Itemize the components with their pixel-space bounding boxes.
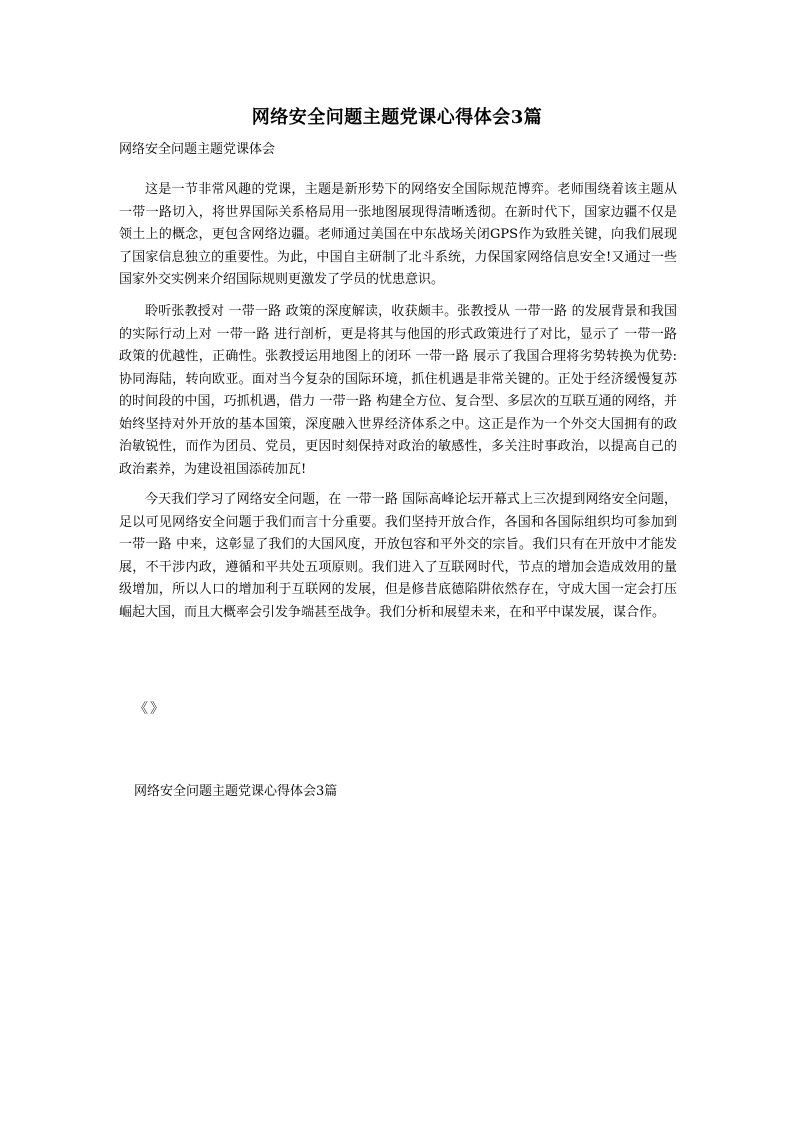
document-subtitle: 网络安全问题主题党课体会: [119, 142, 276, 157]
document-title: 网络安全问题主题党课心得体会3篇: [251, 107, 543, 128]
paragraph-1: 这是一节非常风趣的党课，主题是新形势下的网络安全国际规范博弈。老师围绕着该主题从一带一路切入，将世界国际关系格局用一张地图展现得清晰透彻。在新时代下，国家边疆不仅是领土上的概念，更包含网络边疆。老师通过美国在中东战场关闭GPS作为致胜关键，向我们展现了国家信息独立的重要性。为此，中国自主研制了北斗系统，力保国家网络信息安全!又通过一些国家外交实例来介绍国际规则更激发了学员的忧患意识。: [119, 182, 677, 287]
paragraph-3: 今天我们学习了网络安全问题，在 一带一路 国际高峰论坛开幕式上三次提到网络安全问题，足以可见网络安全问题于我们而言十分重要。我们坚持开放合作，各国和各国际组织均可参加到 一带一路 中来，这彰显了我们的大国风度，开放包容和平外交的宗旨。我们只有在开放中才能发展，不干涉内政，遵循和平共处五项原则。我们进入了互联网时代，节点的增加会造成效用的量级增加，所以人口的增加利于互联网的发展，但是修昔底德陷阱依然存在，守成大国一定会打压崛起大国，而且大概率会引发争端甚至战争。我们分析和展望未来，在和平中谋发展，谋合作。: [119, 492, 677, 620]
footer-title: 网络安全问题主题党课心得体会3篇: [134, 784, 338, 799]
paragraph-2: 聆听张教授对 一带一路 政策的深度解读，收获颇丰。张教授从 一带一路 的发展背景和我国的实际行动上对 一带一路 进行剖析，更是将其与他国的形式政策进行了对比，显示了 一带一路 政策的优越性，正确性。张教授运用地图上的闭环 一带一路 展示了我国合理将劣势转换为优势: 协同海陆，转向欧亚。面对当今复杂的国际环境，抓住机遇是非常关键的。正处于经济缓慢复苏的时间段的中国，巧抓机遇，借力 一带一路 构建全方位、复合型、多层次的互联互通的网络，并始终坚持对外开放的基本国策，深度融入世界经济体系之中。这正是作为一个外交大国拥有的政治敏锐性，而作为团员、党员，更因时刻保持对政治的敏感性，多关注时事政治，以提高自己的政治素养，为建设祖国添砖加瓦!: [119, 304, 677, 477]
nav-arrows: 《》: [134, 701, 166, 717]
